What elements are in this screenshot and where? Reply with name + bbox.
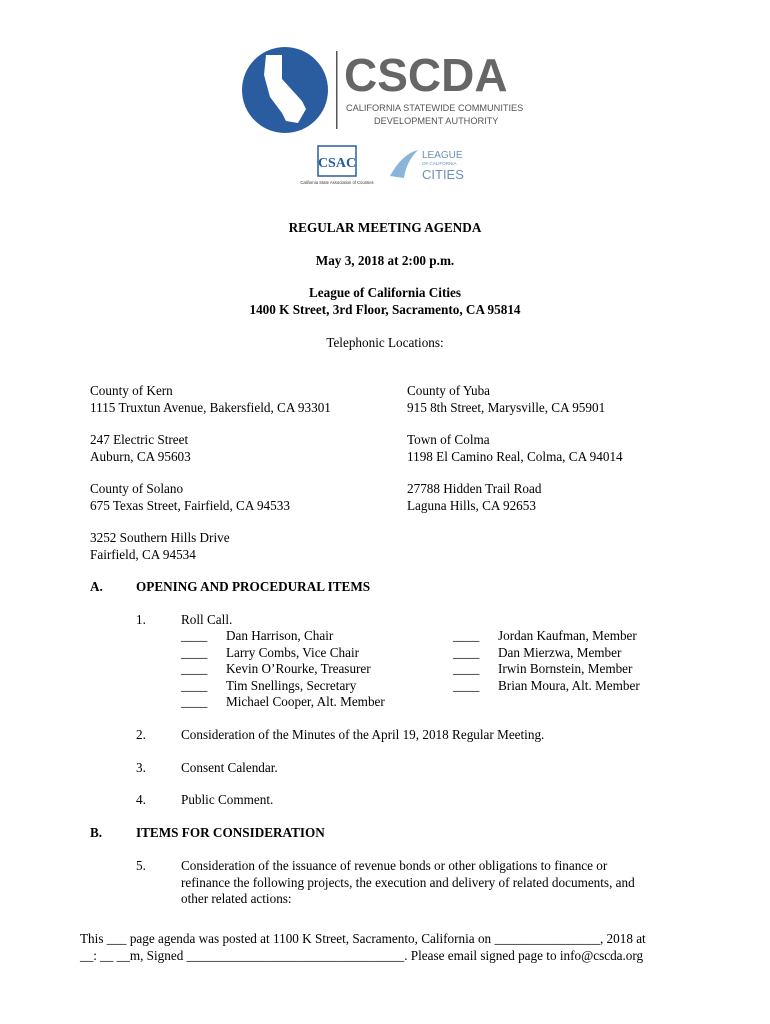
csac-logo [296, 144, 378, 186]
csac-acronym: CSAC [317, 156, 357, 171]
agenda-title: REGULAR MEETING AGENDA [288, 220, 482, 235]
location-fairfield: 3252 Southern Hills Drive Fairfield, CA 94534 [90, 530, 230, 562]
roll-call-left [181, 628, 385, 711]
location-colma: Town of Colma 1198 El Camino Real, Colma, CA 94014 [407, 432, 623, 464]
location-solano: County of Solano 675 Texas Street, Fairfield, CA 94533 [90, 481, 290, 513]
roll-entry: ____ Dan Mierzwa, Member [453, 644, 622, 660]
item-1-number: 1. [136, 612, 146, 627]
roll-entry: ____ Michael Cooper, Alt. Member [181, 694, 385, 709]
league-line2: OF CALIFORNIA [422, 161, 457, 166]
meeting-venue: League of California Cities [308, 285, 461, 300]
posting-notice-line1: This ___ page agenda was posted at 1100 K Street, Sacramento, California on ________________, 2018 at [80, 931, 646, 946]
csac-caption: California State Association of Counties [300, 180, 374, 185]
roll-entry: ____ Jordan Kaufman, Member [453, 628, 637, 643]
cscda-logo [240, 45, 540, 137]
logo-name-line1: CALIFORNIA STATEWIDE COMMUNITIES [346, 103, 524, 113]
logo-divider [336, 51, 338, 129]
roll-entry: ____ Brian Moura, Alt. Member [453, 677, 640, 693]
posting-notice [80, 931, 646, 964]
item-1-text: Roll Call. [181, 612, 233, 627]
section-b-letter: B. [90, 825, 103, 840]
logo-acronym: CSCDA [344, 49, 508, 101]
meeting-address: 1400 K Street, 3rd Floor, Sacramento, CA 95814 [249, 302, 521, 317]
logo-name-line2: DEVELOPMENT AUTHORITY [374, 116, 499, 126]
location-laguna-hills: 27788 Hidden Trail Road Laguna Hills, CA 92653 [407, 481, 542, 513]
section-a-letter: A. [90, 579, 103, 594]
meeting-date: May 3, 2018 at 2:00 p.m. [315, 253, 455, 268]
item-5-number: 5. [136, 858, 146, 873]
item-5-text: Consideration of the issuance of revenue bonds or other obligations to finance or refinance the following projects, the execution and delivery of related documents, and other related actions: [181, 858, 635, 906]
league-line3: CITIES [422, 167, 464, 182]
item-3-text: Consent Calendar. [181, 760, 278, 775]
roll-entry: ____ Dan Harrison, Chair [181, 628, 334, 643]
telephonic-heading: Telephonic Locations: [326, 335, 444, 350]
roll-entry: ____ Larry Combs, Vice Chair [181, 644, 360, 660]
roll-entry: ____ Kevin O’Rourke, Treasurer [181, 661, 371, 676]
section-a-title: OPENING AND PROCEDURAL ITEMS [136, 579, 371, 594]
roll-call-right [453, 628, 640, 694]
posting-notice-line2: __: __ __m, Signed _________________________________. Please email signed page to info@cscda.org [80, 947, 644, 963]
item-4-text: Public Comment. [181, 792, 274, 807]
item-4-number: 4. [136, 792, 146, 807]
item-2-text: Consideration of the Minutes of the April 19, 2018 Regular Meeting. [181, 727, 545, 742]
section-b-title: ITEMS FOR CONSIDERATION [136, 825, 325, 840]
item-3-number: 3. [136, 760, 146, 775]
location-yuba: County of Yuba 915 8th Street, Marysville, CA 95901 [407, 383, 606, 415]
location-auburn: 247 Electric Street Auburn, CA 95603 [90, 432, 191, 464]
league-swoosh-icon [390, 150, 418, 178]
league-of-california-cities-logo [388, 146, 478, 184]
item-2-number: 2. [136, 727, 146, 742]
roll-entry: ____ Tim Snellings, Secretary [181, 677, 357, 693]
roll-entry: ____ Irwin Bornstein, Member [453, 661, 633, 676]
league-line1: LEAGUE [422, 150, 463, 161]
location-kern: County of Kern 1115 Truxtun Avenue, Bakersfield, CA 93301 [90, 383, 331, 415]
